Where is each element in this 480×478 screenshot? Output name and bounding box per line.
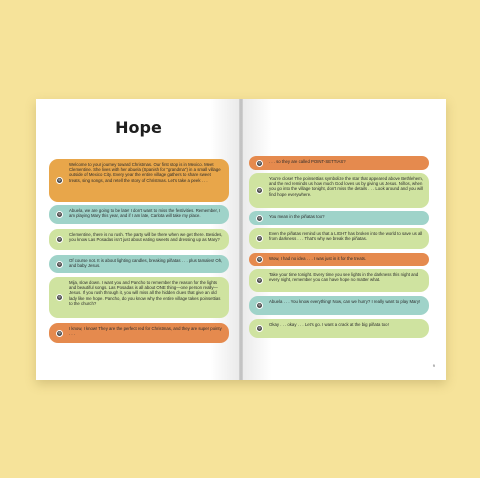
avatar-icon (56, 294, 63, 301)
dialogue-bubble: Even the piñatas remind us that a LIGHT has broken into the world to save us all from darkness . . . That's why we break the piñatas. (249, 228, 429, 249)
avatar-icon (256, 302, 263, 309)
dialogue-bubble: . . . so they are called POINT-SETTIAS? (249, 156, 429, 170)
dialogue-bubble: Mija, slow down. I want you and Pancho to remember the reason for the lights and beautiful songs. Las Posadas is all about ONE thing—one person really—Jesus. If you rush through it, you will miss all the hidden clues that give an old lady like me hope. Pancho, do you know why the entire village takes poinsettias to the church? (49, 277, 229, 318)
dialogue-bubble: Of course not. It is about lighting candles, breaking piñatas . . . plus tamales! Oh, and baby Jesus. (49, 255, 229, 273)
book-spine (239, 99, 243, 380)
avatar-icon (56, 236, 63, 243)
dialogue-bubble: Take your time tonight. Every time you see lights in the darkness this night and every night, remember you can have hope no matter what. (249, 269, 429, 292)
dialogue-bubble: Welcome to your journey toward Christmas. Our first stop is in Mexico. Meet Clementine. She lives with her abuela (Spanish for "grandma") in a small village outside of Mexico City. Every year the entire village gathers to share sweet treats, sing songs, and retell the story of Christmas. Let's take a peek . . . (49, 159, 229, 202)
dialogue-bubble: Abuela, we are going to be late! I don't want to miss the festivities. Remember, I am playing Mary this year, and if I am late, Carlota will take my place. (49, 205, 229, 224)
avatar-icon (256, 325, 263, 332)
avatar-icon (56, 177, 63, 184)
dialogue-bubble: You mean in the piñatas too? (249, 211, 429, 225)
avatar-icon (56, 211, 63, 218)
avatar-icon (56, 330, 63, 337)
dialogue-bubble: Wow, I had no idea . . . I was just in it for the treats. (249, 253, 429, 266)
avatar-icon (256, 215, 263, 222)
dialogue-bubble: You're close! The poinsettias symbolize the star that appeared above Bethlehem, and the red reminds us how much God loves us by giving us Jesus. Niños, when you go into the village tonight, don't miss the details . . . Look around and you will find hope everywhere. (249, 173, 429, 208)
avatar-icon (256, 277, 263, 284)
dialogue-bubble: Abuela . . . You know everything! Now, can we hurry? I really want to play Mary! (249, 296, 429, 315)
dialogue-bubble: Clementine, there is no rush. The party will be there when we get there. Besides, you know Las Posadas isn't just about eating sweets and dressing up as Mary? (49, 229, 229, 250)
avatar-icon (256, 256, 263, 263)
left-page (36, 99, 241, 380)
page-number: 9 (432, 363, 435, 368)
page-title: Hope (115, 118, 162, 137)
right-page (241, 99, 446, 380)
avatar-icon (256, 235, 263, 242)
avatar-icon (256, 160, 263, 167)
avatar-icon (256, 187, 263, 194)
dialogue-bubble: Okay . . . okay . . . Let's go. I want a crack at the big piñata too! (249, 319, 429, 338)
open-book (36, 99, 446, 380)
dialogue-bubble: I know, I know! They are the perfect red for Christmas, and they are super pointy . . . (49, 323, 229, 343)
avatar-icon (56, 261, 63, 268)
